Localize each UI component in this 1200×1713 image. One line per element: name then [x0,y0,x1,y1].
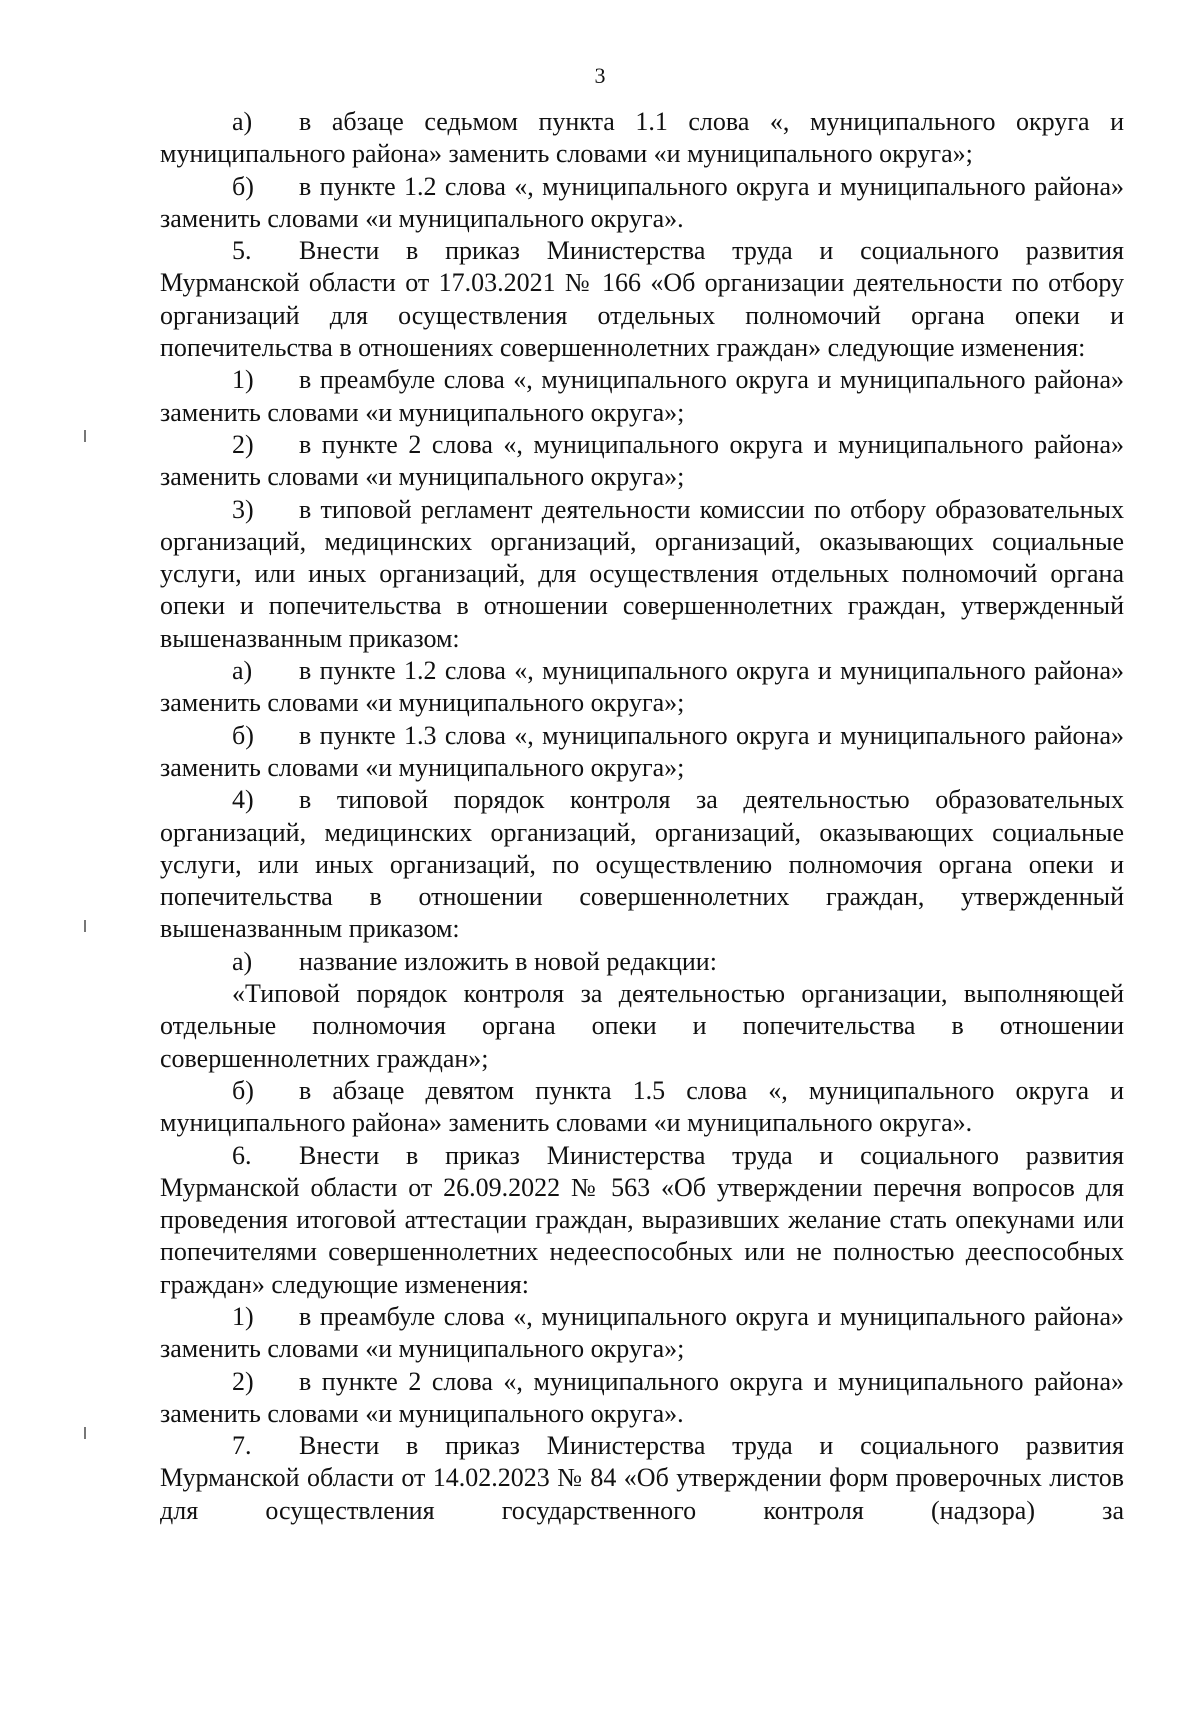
paragraph [160,429,1124,494]
item-marker: 2) [232,1366,254,1396]
paragraph [160,235,1124,364]
item-marker: 5. [232,236,252,266]
paragraph [160,784,1124,945]
paragraph [160,1430,1124,1527]
paragraph-text: в преамбуле слова «, муниципального округа и муниципального района» заменить словами «и муниципального округа»; [160,1301,1124,1364]
page-number: 3 [594,63,606,88]
paragraph-text: Внести в приказ Министерства труда и социального развития Мурманской области от 14.02.2023 № 84 «Об утверждении форм проверочных листов для осуществления государственного контроля (надзора) за [160,1431,1124,1525]
paragraph-text: в типовой регламент деятельности комиссии по отбору образовательных организаций, медицинских организаций, организаций, оказывающих социальные услуги, или иных организаций, для осуществления отдельных полномочий органа опеки и попечительства в отношении совершеннолетних граждан, утвержденный вышеназванным приказом: [160,494,1124,653]
item-marker: а) [232,107,253,136]
item-marker: б) [232,720,254,750]
paragraph [160,1075,1124,1140]
item-marker: а) [232,946,253,976]
item-marker: 2) [232,429,254,459]
paragraph-text: в пункте 1.2 слова «, муниципального округа и муниципального района» заменить словами «и муниципального округа»; [160,656,1124,718]
item-marker: 1) [232,1301,254,1331]
document-body [160,106,1124,1527]
paragraph-text: в абзаце девятом пункта 1.5 слова «, муниципального округа и муниципального района» заменить словами «и муниципального округа». [160,1075,1124,1138]
paragraph-text: Внести в приказ Министерства труда и социального развития Мурманской области от 17.03.2021 № 166 «Об организации деятельности по отбору организаций для осуществления отдельных полномочий органа опеки и попечительства в отношениях совершеннолетних граждан» следующие изменения: [160,236,1124,363]
item-marker: а) [232,656,253,686]
paragraph-text: в преамбуле слова «, муниципального округа и муниципального района» заменить словами «и муниципального округа»; [160,365,1124,427]
item-marker: б) [232,1075,254,1105]
paragraph [160,1366,1124,1431]
paragraph [160,1140,1124,1301]
paragraph [160,1301,1124,1366]
quoted-title [160,978,1124,1075]
paragraph [160,106,1124,171]
paragraph [160,946,1124,978]
item-marker: 1) [232,365,254,395]
item-marker: б) [232,171,254,201]
paragraph [160,171,1124,236]
paragraph-text: в абзаце седьмом пункта 1.1 слова «, муниципального округа и муниципального района» заменить словами «и муниципального округа»; [160,107,1124,169]
paragraph-text: Внести в приказ Министерства труда и социального развития Мурманской области от 26.09.2022 № 563 «Об утверждении перечня вопросов для проведения итоговой аттестации граждан, выразивших желание стать опекунами или попечителями совершеннолетних недееспособных или не полностью дееспособных граждан» следующие изменения: [160,1140,1124,1299]
margin-mark [84,1427,86,1439]
paragraph-text: в пункте 2 слова «, муниципального округа и муниципального района» заменить словами «и муниципального округа»; [160,429,1124,492]
margin-mark [84,920,86,932]
paragraph-text: название изложить в новой редакции: [299,946,717,976]
paragraph-text: в пункте 1.3 слова «, муниципального округа и муниципального района» заменить словами «и муниципального округа»; [160,720,1124,782]
item-marker: 3) [232,494,254,524]
paragraph-text: в пункте 2 слова «, муниципального округа и муниципального района» заменить словами «и муниципального округа». [160,1366,1124,1428]
paragraph [160,655,1124,720]
paragraph [160,720,1124,785]
item-marker: 7. [232,1431,252,1461]
item-marker: 6. [232,1140,252,1170]
margin-mark [84,430,86,442]
paragraph [160,364,1124,429]
item-marker: 4) [232,785,254,815]
paragraph-text: «Типовой порядок контроля за деятельностью организации, выполняющей отдельные полномочия органа опеки и попечительства в отношении совершеннолетних граждан»; [160,979,1124,1073]
paragraph [160,494,1124,655]
paragraph-text: в типовой порядок контроля за деятельностью образовательных организаций, медицинских организаций, организаций, оказывающих социальные услуги, или иных организаций, по осуществлению полномочия органа опеки и попечительства в отношении совершеннолетних граждан, утвержденный вышеназванным приказом: [160,785,1124,944]
paragraph-text: в пункте 1.2 слова «, муниципального округа и муниципального района» заменить словами «и муниципального округа». [160,171,1124,233]
